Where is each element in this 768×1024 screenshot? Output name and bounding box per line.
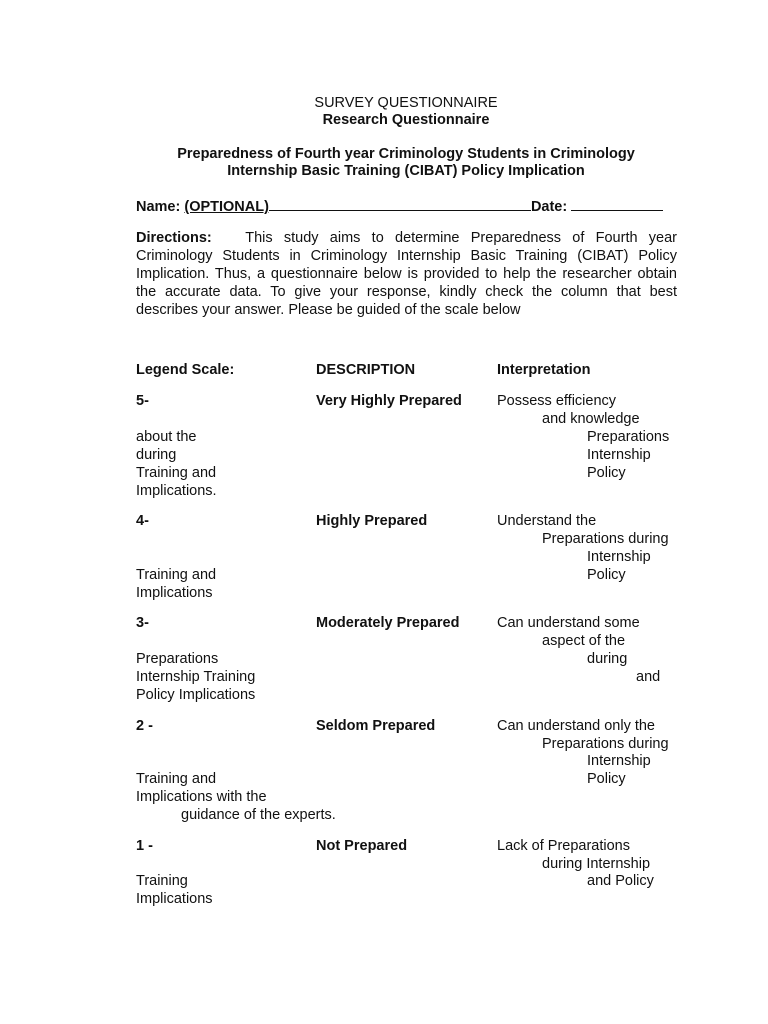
- date-label: Date:: [530, 199, 568, 215]
- legend-interp-3-3: during: [587, 651, 628, 667]
- directions-text: This study aims to determine Preparedness of Fourth year Criminology Students in Criminology Internship Basic Training (CIBAT) Policy Implication. Thus, a questionnaire below is provided to help the researcher obtain the accurate data. To give your response, kindly check the column that best describes your answer. Please be guided of the scale below: [136, 230, 677, 318]
- legend-interp-2-3: Internship: [587, 753, 651, 769]
- legend-left-5-4: Implications.: [136, 483, 217, 499]
- legend-left-5-2: during: [136, 447, 177, 463]
- legend-left-2-2: Implications with the: [136, 789, 267, 805]
- legend-left-2-1: Training and: [136, 771, 217, 787]
- legend-interp-1-1: Lack of Preparations: [497, 838, 630, 854]
- legend-col-scale: Legend Scale:: [136, 362, 235, 378]
- study-title-line1: Preparedness of Fourth year Criminology Students in Criminology: [177, 146, 635, 162]
- legend-col-description: DESCRIPTION: [316, 362, 416, 378]
- name-blank[interactable]: [269, 196, 531, 211]
- legend-interp-1-3: and Policy: [587, 873, 654, 889]
- legend-interp-4-2: Preparations during: [542, 531, 669, 547]
- legend-desc-2: Seldom Prepared: [316, 718, 436, 734]
- legend-interp-2-1: Can understand only the: [497, 718, 655, 734]
- name-label: Name:: [136, 199, 181, 215]
- legend-left-4-2: Implications: [136, 585, 213, 601]
- legend-interp-4-3: Internship: [587, 549, 651, 565]
- legend-left-1-2: Implications: [136, 891, 213, 907]
- legend-interp-3-4: and: [636, 669, 661, 685]
- legend-desc-3: Moderately Prepared: [316, 615, 460, 631]
- legend-scale-5: 5-: [136, 393, 149, 409]
- legend-desc-1: Not Prepared: [316, 838, 408, 854]
- legend-interp-2-4: Policy: [587, 771, 626, 787]
- legend-interp-2-2: Preparations during: [542, 736, 669, 752]
- legend-interp-5-1: Possess efficiency: [497, 393, 617, 409]
- survey-title: SURVEY QUESTIONNAIRE: [314, 95, 498, 111]
- legend-col-interpretation: Interpretation: [497, 362, 591, 378]
- legend-interp-3-1: Can understand some: [497, 615, 640, 631]
- legend-scale-2: 2 -: [136, 718, 153, 734]
- name-date-line: [136, 196, 663, 216]
- legend-interp-5-5: Policy: [587, 465, 626, 481]
- survey-subtitle: Research Questionnaire: [322, 112, 490, 128]
- date-field[interactable]: [571, 196, 663, 211]
- legend-scale-4: 4-: [136, 513, 149, 529]
- legend-left-2-3: guidance of the experts.: [181, 807, 336, 823]
- name-field[interactable]: (OPTIONAL): [184, 199, 269, 215]
- legend-scale-3: 3-: [136, 615, 149, 631]
- legend-interp-5-3: Preparations: [587, 429, 670, 445]
- legend-left-5-1: about the: [136, 429, 197, 445]
- directions-paragraph: [136, 229, 677, 319]
- legend-desc-4: Highly Prepared: [316, 513, 428, 529]
- directions-label: Directions:: [136, 230, 212, 246]
- legend-interp-5-4: Internship: [587, 447, 651, 463]
- legend-left-3-3: Policy Implications: [136, 687, 256, 703]
- legend-interp-4-1: Understand the: [497, 513, 597, 529]
- legend-scale-1: 1 -: [136, 838, 153, 854]
- legend-desc-5: Very Highly Prepared: [316, 393, 462, 409]
- legend-left-3-1: Preparations: [136, 651, 219, 667]
- legend-left-3-2: Internship Training: [136, 669, 256, 685]
- legend-left-4-1: Training and: [136, 567, 217, 583]
- legend-left-1-1: Training: [136, 873, 188, 889]
- legend-interp-5-2: and knowledge: [542, 411, 640, 427]
- legend-interp-3-2: aspect of the: [542, 633, 626, 649]
- legend-left-5-3: Training and: [136, 465, 217, 481]
- legend-interp-4-4: Policy: [587, 567, 626, 583]
- legend-interp-1-2: during Internship: [542, 856, 651, 872]
- study-title-line2: Internship Basic Training (CIBAT) Policy Implication: [227, 163, 585, 179]
